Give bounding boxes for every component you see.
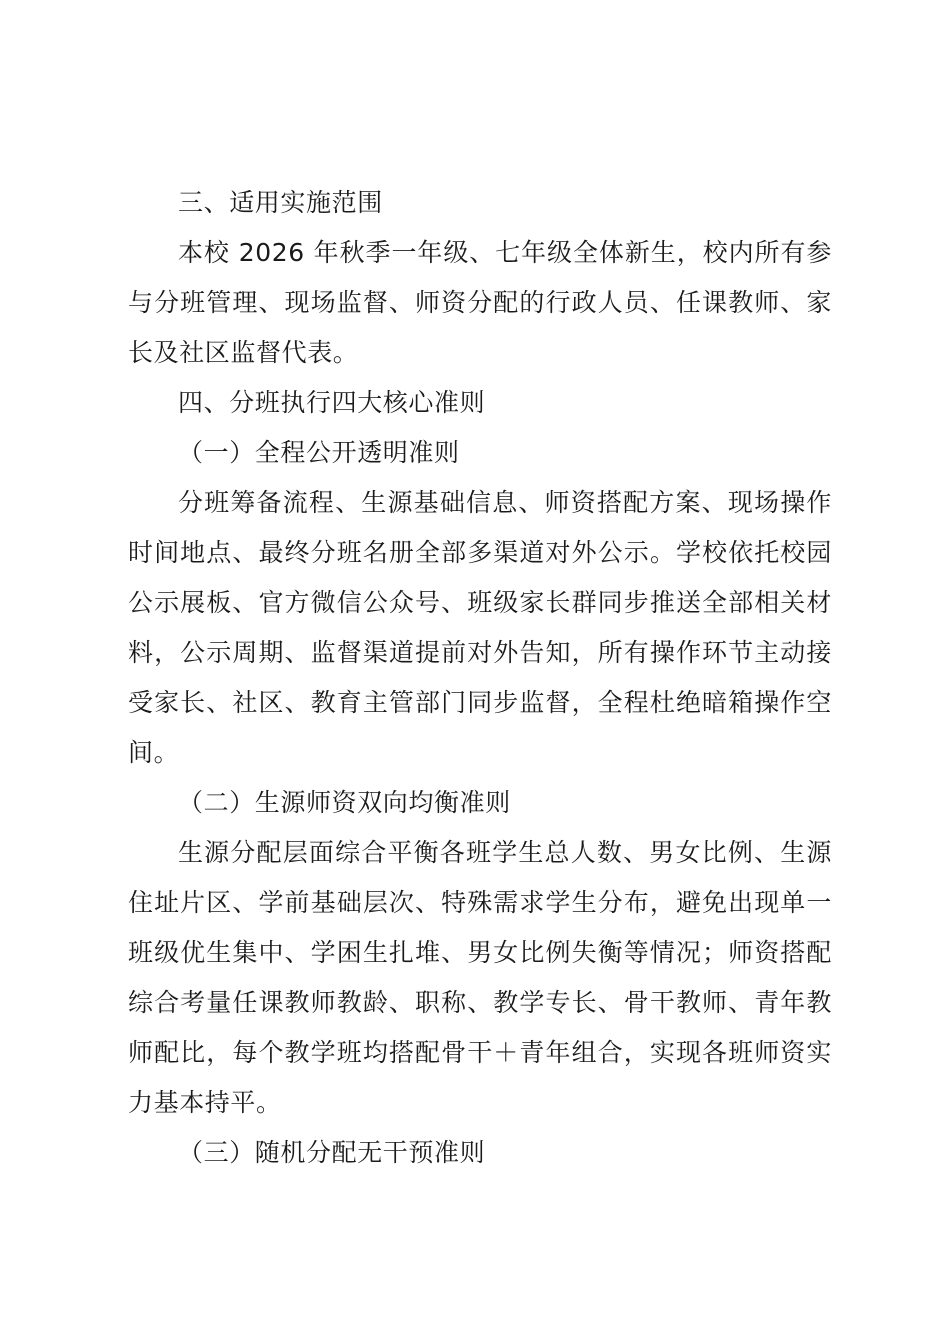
subheading-balance: （二）生源师资双向均衡准则: [178, 788, 511, 817]
balance-paragraph: 生源分配层面综合平衡各班学生总人数、男女比例、生源住址片区、学前基础层次、特殊需求学生分布，避免出现单一班级优生集中、学困生扎堆、男女比例失衡等情况；师资搭配综合考量任课教师教龄、职称、教学专长、骨干教师、青年教师配比，每个教学班均搭配骨干＋青年组合，实现各班师资实力基本持平。: [128, 838, 832, 1117]
section-heading-principles: 四、分班执行四大核心准则: [178, 388, 486, 417]
document-body: [128, 178, 832, 1178]
transparency-paragraph: 分班筹备流程、生源基础信息、师资搭配方案、现场操作时间地点、最终分班名册全部多渠道对外公示。学校依托校园公示展板、官方微信公众号、班级家长群同步推送全部相关材料，公示周期、监督渠道提前对外告知，所有操作环节主动接受家长、社区、教育主管部门同步监督，全程杜绝暗箱操作空间。: [128, 488, 832, 767]
subheading-transparency: （一）全程公开透明准则: [178, 438, 460, 467]
subheading-random: （三）随机分配无干预准则: [178, 1138, 486, 1167]
section-heading-scope: 三、适用实施范围: [178, 188, 383, 217]
scope-paragraph: 本校 2026 年秋季一年级、七年级全体新生，校内所有参与分班管理、现场监督、师资分配的行政人员、任课教师、家长及社区监督代表。: [128, 238, 832, 367]
